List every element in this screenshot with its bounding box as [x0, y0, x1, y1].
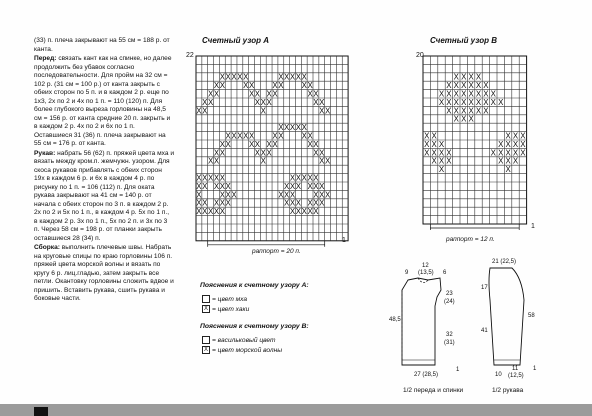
chart-a-stitch-x: X — [225, 190, 231, 200]
chart-a-stitch-x: X — [207, 97, 214, 107]
chart-a-stitch-x: X — [313, 190, 319, 200]
chart-a-stitch-x: X — [313, 173, 319, 183]
chart-a-stitch-x: X — [307, 181, 313, 191]
chart-a-stitch-x: X — [213, 181, 220, 191]
chart-a-stitch-x: X — [237, 72, 243, 82]
chart-a-stitch-x: X — [301, 81, 307, 91]
paragraph-front: Перед: связать кант как на спинке, но далее продолжить без убавок согласно последовательности. Для пройм на 32 см = 102 р. (31 см = 100 р.) от канта закрыть с обеих сторон по 5 п. и в каждом 2 р. еще по 1х3, 2х по 2 и 4х по 1 п. = 110 (120) п. Для более глубокого выреза горловины на 48,5 см = 156 р. от канта средние 20 п. закрыть и в каждом 2 р. 4х по 2 и 6х по 1 п. Оставшиеся 31 (36) п. плеча закрывают на 55 см = 176 р. от канта. — [34, 55, 172, 147]
chart-b-stitch-x: X — [438, 139, 445, 149]
front-mid-label-32: 32 — [446, 332, 453, 338]
chart-a-stitch-x: X — [202, 207, 208, 217]
sleeve-bottom-small-label: 1 — [533, 366, 537, 372]
chart-a-stitch-x: X — [196, 173, 202, 183]
chart-a-stitch-x: X — [295, 72, 302, 82]
chart-b-stitch-x: X — [505, 139, 511, 149]
chart-b-stitch-x: X — [468, 81, 474, 91]
chart-a-stitch-x: X — [231, 190, 237, 200]
chart-b-stitch-x: X — [498, 148, 504, 158]
chart-a-stitch-x: X — [196, 207, 202, 217]
chart-a-stitch-x: X — [313, 89, 319, 99]
chart-a-stitch-x: X — [307, 198, 313, 208]
chart-a-stitch-x: X — [219, 148, 225, 158]
front-left-label: 48,5 — [389, 317, 401, 323]
legend-b-item-1: X = цвет морской волны — [203, 346, 283, 354]
sleeve-left-top-label: 17 — [481, 285, 488, 291]
chart-a-stitch-x: X — [219, 181, 225, 191]
chart-a-stitch-x: X — [295, 198, 302, 208]
chart-a-stitch-x: X — [260, 97, 266, 107]
chart-b-stitch-x: X — [505, 156, 511, 166]
chart-a-stitch-x: X — [295, 207, 302, 217]
chart-b-stitch-x: X — [438, 148, 445, 158]
chart-b-stitch-x: X — [498, 139, 504, 149]
chart-b-stitch-x: X — [512, 148, 519, 158]
front-heading: Перед: — [34, 55, 57, 62]
chart-a-rows-label: 22 — [186, 52, 194, 59]
chart-b-stitch-x: X — [453, 114, 459, 124]
chart-b-stitch-x: X — [453, 97, 459, 107]
chart-a-stitch-x: X — [196, 190, 202, 200]
chart-a-stitch-x: X — [219, 139, 225, 149]
chart-b-stitch-x: X — [520, 148, 526, 158]
chart-b-row1-label: 1 — [531, 223, 535, 230]
chart-a-stitch-x: X — [207, 89, 214, 99]
chart-b-stitch-x: X — [468, 97, 474, 107]
chart-a-stitch-x: X — [278, 131, 284, 141]
chart-b-stitch-x: X — [438, 165, 445, 175]
chart-a-stitch-x: X — [289, 198, 296, 208]
chart-a-stitch-x: X — [313, 148, 319, 158]
chart-a-stitch-x: X — [225, 72, 231, 82]
chart-b-stitch-x: X — [483, 89, 489, 99]
chart-a-stitch-x: X — [307, 139, 313, 149]
chart-a-stitch-x: X — [254, 97, 261, 107]
chart-a-stitch-x: X — [225, 181, 231, 191]
chart-a-stitch-x: X — [319, 148, 325, 158]
chart-b-stitch-x: X — [520, 131, 526, 141]
page-footer-bar — [0, 404, 592, 416]
chart-b-stitch-x: X — [438, 156, 445, 166]
chart-b-stitch-x: X — [505, 165, 511, 175]
chart-b-stitch-x: X — [446, 81, 452, 91]
chart-a-stitch-x: X — [260, 106, 266, 116]
chart-b-stitch-x: X — [498, 97, 504, 107]
chart-b-stitch-x: X — [468, 106, 474, 116]
chart-b-stitch-x: X — [468, 72, 474, 82]
sleeve-caption: 1/2 рукава — [492, 387, 524, 394]
chart-a-stitch-x: X — [248, 89, 255, 99]
chart-a-stitch-x: X — [289, 190, 296, 200]
chart-b-stitch-x: X — [431, 139, 437, 149]
paragraph-assembly: Сборка: выполнить плечевые швы. Набрать на круговые спицы по краю горловины 106 п. пряжей цвета морской волны и вязать по кругу 6 р. лиц.гладью, затем закрыть все петли. Окантовку горловины сложить вдвое и пришить. Вставить рукава, сшить рукава и боковые части. — [34, 244, 174, 302]
chart-b-stitch-x: X — [438, 97, 445, 107]
chart-b-stitch-x: X — [446, 148, 452, 158]
legend-b-item-0: = васильковый цвет — [202, 336, 276, 344]
chart-b-stitch-x: X — [446, 106, 452, 116]
chart-b-stitch-x: X — [453, 72, 459, 82]
chart-a-stitch-x: X — [307, 207, 313, 217]
chart-a-row1-label: 1 — [342, 237, 346, 244]
chart-a-stitch-x: X — [324, 156, 331, 166]
legend-a-title: Пояснения к счетному узору A: — [200, 282, 309, 289]
chart-a-stitch-x: X — [319, 198, 325, 208]
chart-a-stitch-x: X — [324, 106, 331, 116]
chart-b-stitch-x: X — [520, 139, 526, 149]
chart-b-stitch-x: X — [453, 89, 459, 99]
chart-a-stitch-x: X — [202, 181, 208, 191]
chart-b-title: Счетный узор B — [430, 36, 497, 45]
chart-b-stitch-x: X — [475, 106, 482, 116]
chart-a-stitch-x: X — [219, 72, 225, 82]
chart-a-stitch-x: X — [248, 81, 255, 91]
chart-a-stitch-x: X — [295, 123, 302, 133]
sleeve-right-label: 58 — [528, 313, 535, 319]
chart-a-stitch-x: X — [225, 131, 231, 141]
chart-a-stitch-x: X — [213, 148, 220, 158]
chart-a-stitch-x: X — [266, 148, 272, 158]
chart-b-repeat-label: раппорт = 12 п. — [446, 236, 495, 243]
chart-a-stitch-x: X — [207, 207, 214, 217]
chart-b-stitch-x: X — [431, 156, 437, 166]
chart-b-stitch-x: X — [431, 148, 437, 158]
chart-a-stitch-x: X — [307, 173, 313, 183]
sleeve-bottom-label-11: 11 — [512, 366, 519, 372]
chart-a-stitch-x: X — [272, 81, 278, 91]
chart-a-stitch-x: X — [202, 198, 208, 208]
chart-a-stitch-x: X — [272, 89, 278, 99]
chart-a-stitch-x: X — [248, 139, 255, 149]
chart-b-rows-label: 20 — [416, 52, 424, 59]
chart-a-stitch-x: X — [243, 131, 249, 141]
chart-a-stitch-x: X — [319, 97, 325, 107]
chart-b-stitch-x: X — [461, 97, 467, 107]
chart-b-stitch-x: X — [505, 131, 511, 141]
chart-a-stitch-x: X — [289, 123, 296, 133]
chart-a-stitch-x: X — [207, 156, 214, 166]
chart-b-stitch-x: X — [431, 131, 437, 141]
chart-b-stitch-x: X — [475, 97, 482, 107]
chart-b-stitch-x: X — [483, 97, 489, 107]
chart-b-stitch-x: X — [453, 106, 459, 116]
chart-a-stitch-x: X — [313, 97, 319, 107]
chart-a-stitch-x: X — [324, 190, 331, 200]
chart-a-stitch-x: X — [248, 131, 255, 141]
chart-a-stitch-x: X — [313, 181, 319, 191]
front-right-label-24: (24) — [444, 299, 455, 305]
chart-a-stitch-x: X — [243, 81, 249, 91]
sleeve-bottom-label-10: 10 — [495, 372, 502, 378]
chart-a-stitch-x: X — [266, 139, 272, 149]
chart-b-stitch-x: X — [483, 106, 489, 116]
sleeve-left-mid-label: 41 — [481, 328, 488, 334]
chart-a-stitch-x: X — [219, 190, 225, 200]
sleeve-schematic-outline — [489, 268, 524, 365]
chart-a-stitch-x: X — [284, 123, 290, 133]
chart-b-stitch-x: X — [424, 139, 430, 149]
chart-a-stitch-x: X — [202, 173, 208, 183]
chart-a-stitch-x: X — [278, 72, 284, 82]
sleeve-top-label: 21 (22,5) — [492, 259, 517, 265]
chart-a-stitch-x: X — [231, 131, 237, 141]
page-footer-mark — [34, 407, 48, 416]
chart-a-stitch-x: X — [319, 190, 325, 200]
chart-a-stitch-x: X — [202, 106, 208, 116]
chart-a-stitch-x: X — [266, 89, 272, 99]
assembly-heading: Сборка: — [34, 244, 60, 251]
front-top-label-13-5: (13,5) — [418, 270, 434, 276]
chart-a-stitch-x: X — [295, 173, 302, 183]
front-schematic-outline — [402, 278, 441, 365]
chart-a-stitch-x: X — [301, 123, 307, 133]
chart-a-stitch-x: X — [243, 72, 249, 82]
chart-a-stitch-x: X — [289, 72, 296, 82]
chart-a-stitch-x: X — [307, 131, 313, 141]
chart-b-stitch-x: X — [490, 89, 496, 99]
chart-a-stitch-x: X — [213, 173, 220, 183]
chart-a-title: Счетный узор A — [202, 36, 269, 45]
chart-b-stitch-x: X — [490, 97, 496, 107]
front-mid-label-31: (31) — [444, 340, 455, 346]
legend-empty-box-icon — [202, 295, 210, 303]
chart-b-stitch-x: X — [512, 131, 519, 141]
front-right-label-23: 23 — [446, 291, 453, 297]
chart-b-stitch-x: X — [468, 89, 474, 99]
chart-b-stitch-x: X — [446, 97, 452, 107]
chart-a-stitch-x: X — [319, 156, 325, 166]
chart-a-stitch-x: X — [213, 156, 220, 166]
chart-a-stitch-x: X — [202, 97, 208, 107]
front-top-label-9: 9 — [405, 270, 409, 276]
chart-a-stitch-x: X — [313, 139, 319, 149]
paragraph-0: (33) п. плеча закрывают на 55 см = 188 р. от канта. — [34, 37, 170, 53]
chart-a-stitch-x: X — [260, 148, 266, 158]
legend-x-box-icon: X — [203, 347, 208, 353]
chart-a-stitch-x: X — [225, 139, 231, 149]
chart-a-stitch-x: X — [278, 190, 284, 200]
chart-b-stitch-x: X — [512, 139, 519, 149]
chart-a-stitch-x: X — [213, 89, 220, 99]
chart-a-stitch-x: X — [307, 81, 313, 91]
chart-b-stitch-x: X — [475, 89, 482, 99]
chart-a-stitch-x: X — [307, 89, 313, 99]
chart-a-stitch-x: X — [272, 131, 278, 141]
chart-a-stitch-x: X — [237, 131, 243, 141]
chart-a-stitch-x: X — [301, 173, 307, 183]
chart-b-stitch-x: X — [498, 156, 504, 166]
chart-a-stitch-x: X — [225, 198, 231, 208]
chart-a-stitch-x: X — [254, 148, 261, 158]
chart-a-stitch-x: X — [295, 181, 302, 191]
chart-b-stitch-x: X — [446, 156, 452, 166]
front-caption: 1/2 переда и спинки — [403, 387, 464, 394]
chart-a-stitch-x: X — [284, 190, 290, 200]
legend-a-item-0: = цвет мха — [202, 295, 247, 303]
chart-a-stitch-x: X — [196, 181, 202, 191]
chart-a-stitch-x: X — [313, 198, 319, 208]
chart-a-stitch-x: X — [213, 207, 220, 217]
chart-b-stitch-x: X — [483, 81, 489, 91]
legend-b-title: Пояснения к счетному узору B: — [200, 323, 309, 330]
front-top-label-6: 6 — [443, 270, 447, 276]
chart-b-stitch-x: X — [505, 148, 511, 158]
chart-b-stitch-x: X — [475, 72, 482, 82]
chart-a-stitch-x: X — [278, 123, 284, 133]
legend-empty-box-icon — [202, 336, 210, 344]
chart-a-stitch-x: X — [301, 131, 307, 141]
chart-a-stitch-x: X — [289, 173, 296, 183]
chart-b-stitch-x: X — [453, 81, 459, 91]
chart-b-stitch-x: X — [446, 89, 452, 99]
chart-a-stitch-x: X — [219, 81, 225, 91]
front-top-label-12: 12 — [422, 263, 429, 269]
chart-a-stitch-x: X — [289, 207, 296, 217]
chart-b-stitch-x: X — [461, 81, 467, 91]
chart-a-stitch-x: X — [196, 198, 202, 208]
chart-b-stitch-x: X — [424, 131, 430, 141]
chart-a-stitch-x: X — [219, 198, 225, 208]
paragraph-sleeve: Рукав: набрать 56 (62) п. пряжей цвета мха и вязать между кром.п. жемчужн. узором. Для скоса рукавов прибавлять с обеих сторон 19х в каждом 6 р. и 6х в каждом 4 р. по рисунку по 1 п. = 106 (112) п. Для окатa рукава закрывают на 41 см = 140 р. от начала с обеих сторон по 3 п. в каждом 2 р. 2х по 2 и 5х по 1 п., в каждом 4 р. 5х по 1 п., в каждом 2 р. 3х по 1 п., 5х по 2 п. и 3х по 3 п. Через 58 см = 198 р. от планки закрыть оставшиеся 28 (34) п. — [34, 149, 175, 242]
chart-b-stitch-x: X — [461, 89, 467, 99]
chart-a-stitch-x: X — [219, 173, 225, 183]
chart-b-stitch-x: X — [490, 148, 496, 158]
chart-a-stitch-x: X — [254, 89, 261, 99]
chart-a-stitch-x: X — [213, 81, 220, 91]
chart-a-stitch-x: X — [196, 106, 202, 116]
chart-a-stitch-x: X — [272, 139, 278, 149]
chart-b-stitch-x: X — [461, 114, 467, 124]
sleeve-bottom-label-12-5: (12,5) — [508, 373, 524, 379]
chart-a-stitch-x: X — [319, 106, 325, 116]
chart-b-stitch-x: X — [468, 114, 474, 124]
chart-a-stitch-x: X — [284, 181, 290, 191]
chart-a-stitch-x: X — [319, 181, 325, 191]
chart-a-stitch-x: X — [260, 156, 266, 166]
chart-a-stitch-x: X — [284, 72, 290, 82]
chart-a-stitch-x: X — [219, 207, 225, 217]
chart-a-stitch-x: X — [254, 139, 261, 149]
legend-a-item-1: X = цвет хаки — [203, 305, 250, 313]
chart-a-stitch-x: X — [266, 97, 272, 107]
chart-a-stitch-x: X — [289, 181, 296, 191]
chart-b-stitch-x: X — [461, 106, 467, 116]
chart-a-stitch-x: X — [207, 173, 214, 183]
chart-a-stitch-x: X — [213, 198, 220, 208]
chart-a-stitch-x: X — [301, 207, 307, 217]
chart-b-stitch-x: X — [512, 156, 519, 166]
chart-b-stitch-x: X — [438, 89, 445, 99]
chart-a-stitch-x: X — [284, 198, 290, 208]
chart-b-stitch-x: X — [461, 72, 467, 82]
chart-a-repeat-label: раппорт = 20 п. — [252, 248, 301, 255]
chart-a-stitch-x: X — [313, 207, 319, 217]
legend-x-box-icon: X — [203, 306, 208, 312]
chart-b-stitch-x: X — [424, 148, 430, 158]
front-bottom-small-label: 1 — [456, 367, 460, 373]
chart-a-stitch-x: X — [301, 72, 307, 82]
chart-b-stitch-x: X — [475, 81, 482, 91]
front-bottom-label: 27 (28,5) — [414, 372, 439, 378]
chart-a-stitch-x: X — [278, 81, 284, 91]
sleeve-heading: Рукав: — [34, 149, 56, 157]
chart-a-stitch-x: X — [231, 72, 237, 82]
